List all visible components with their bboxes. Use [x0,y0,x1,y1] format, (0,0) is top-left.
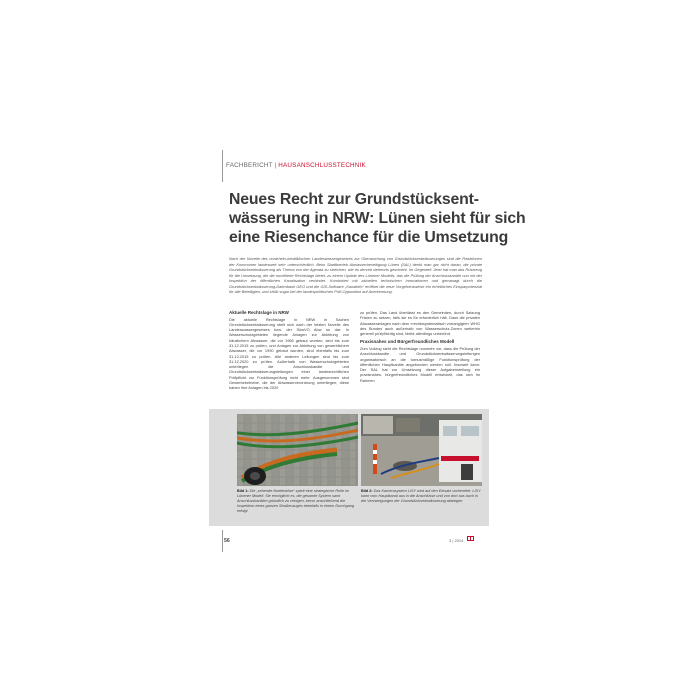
footer-rule [222,530,223,552]
body-paragraph: Zum Vollzug sieht die Rechtslage nunmehr vor, dass die Prüfung der Anschlusskanäle und Grundstücksentwässerungsleitungen organisatorisch an die turnusmäßige Funktionsprüfung der öffentlichen Hauptkanäle angebunden werden soll. Insoweit kann: Der SAL hat zur Umsetzung dieser Aufgabenstellung ein praxisnahes, bürgerfreundliches Modell entwickelt, das sich im Rahmen [360,345,480,383]
subhead-legal-situation: Aktuelle Rechtslage in NRW [229,310,289,315]
camera-system-image [361,414,482,486]
body-column-right [360,310,480,386]
figure-2-text: Das Kamerasystem LISY wird auf den Einsatz vorbereitet. LISY kann vom Hauptkanal aus in die Anschlüsse und von dort aus auch in die Verzweigungen der Grundstücksentwässerung abbiegen [361,489,481,503]
page-number: 56 [224,538,230,544]
figure-1-text: Die „sehende Noeltestöse“ spielt eine strategische Rolle im Lünener Modell. Sie ermöglicht es, die gesamte System samt Anschlusskanälen gründlich zu reinigen, bevor anschließend die Inspektion eines ganzen Straßenzuges ebenfalls in einem Durchgang erfolgt [237,489,354,513]
figure-1-label: Bild 1: [237,489,249,493]
article-headline [229,190,526,247]
figure-1-photo [237,414,358,486]
subhead-model: Praxisnahes und Bürgerfreundliches Modell [360,339,455,345]
figure-2-label: Bild 2: [361,489,373,493]
section-kicker: FACHBERICHT | HAUSANSCHLUSSTECHNIK [226,162,366,169]
body-paragraph: zu prüfen. Das Land überlässt es den Gemeinden, durch Satzung Fristen zu setzen, falls sie es für erforderlich hält. Dass die privaten Abwasseranlagen nach dem »rechtssystematisch vorrangigen« WHG des Bundes auch außerhalb von Wasserschutz-Zonen weiterhin generell prüfpflichtig sind, bleibt allerdings unberührt. [360,310,480,337]
body-paragraph: Die aktuelle Rechtslage in NRW in Sachen Grundstücksentwässerung stellt sich nach der letzten Novelle des Landeswassergesetzes bzw. der SüwVO Abw so dar: In Wasserschutzgebieten liegende Anlagen zur Ableitung von häuslichem Abwasser, die vor 1965 gebaut wurden, sind bis zum 31.12.2015 zu prüfen, und Anlagen zur Ableitung von gewerblichem Abwasser, die vor 1990 gebaut wurden, sind ebenfalls bis zum 31.12.2015 zu prüfen. Alle anderen Leitungen sind bis zum 31.12.2020 zu prüfen. Außerhalb von Wasserschutzgebieten unterliegen die Anschlusskanäle und Grundstücksentwässerungsleitungen einer landesrechtlichen Prüfpflicht zur Funktionsprüfung nicht mehr. Ausgenommen sind Gewerbebetriebe, die der Abwasserverordnung unterliegen; diese haben ihre Anlagen bis 2020 [229,316,349,391]
figure-2-photo [361,414,482,486]
kicker-topic: HAUSANSCHLUSSTECHNIK [278,162,366,169]
headline-line: Neues Recht zur Grundstücksent- [229,191,479,208]
article-lead: Nach der Novelle des nordrhein-westfälischen Landeswassergesetzes zur Überwachung von Grundstücksentwässerungen sind die Reaktionen der Kommunen landesweit sehr unterschiedlich. Beim Stadtbetrieb Abwasserbeseitigung Lünen (SAL) denkt man gar nicht daran, die private Grundstücksentwässerung als Thema von der Agenda zu streichen, wie es derzeit vielerorts geschieht. Im Gegenteil: Jetzt hat man das Rüstzeug für die Umsetzung, die die novellierte Rechtslage bietet, zu einem Update des Lünener Modells, das die Prüfung der Anschlusskanäle nun mit der Inspektion der öffentlichen Kanalisation verbindet. Kombiniert mit aktuellen technischen Innovationen und gemanagt durch die Grundstücksentwässerung-Datenbank GEO und die GIS-Software „Kanalinfo“ eröffnet die neue Vorgehensweise ein erhebliches Einsparpotenzial für alle Beteiligten, und stößt sogar bei der landespolitischen Prüf-Opposition auf Anerkennung. [229,256,482,294]
body-column-left [229,310,349,394]
publisher-logo-icon [467,536,474,541]
kicker-category: FACHBERICHT [226,162,273,169]
headline-line: wässerung in NRW: Lünen sieht für sich [229,210,526,227]
cleaning-nozzle-image [237,414,358,486]
figure-1-caption [237,489,358,514]
issue-label: 3 | 2014 [449,538,464,543]
kicker-rule [222,150,223,182]
headline-line: eine Riesenchance für die Umsetzung [229,229,509,246]
figure-2-caption [361,489,482,504]
